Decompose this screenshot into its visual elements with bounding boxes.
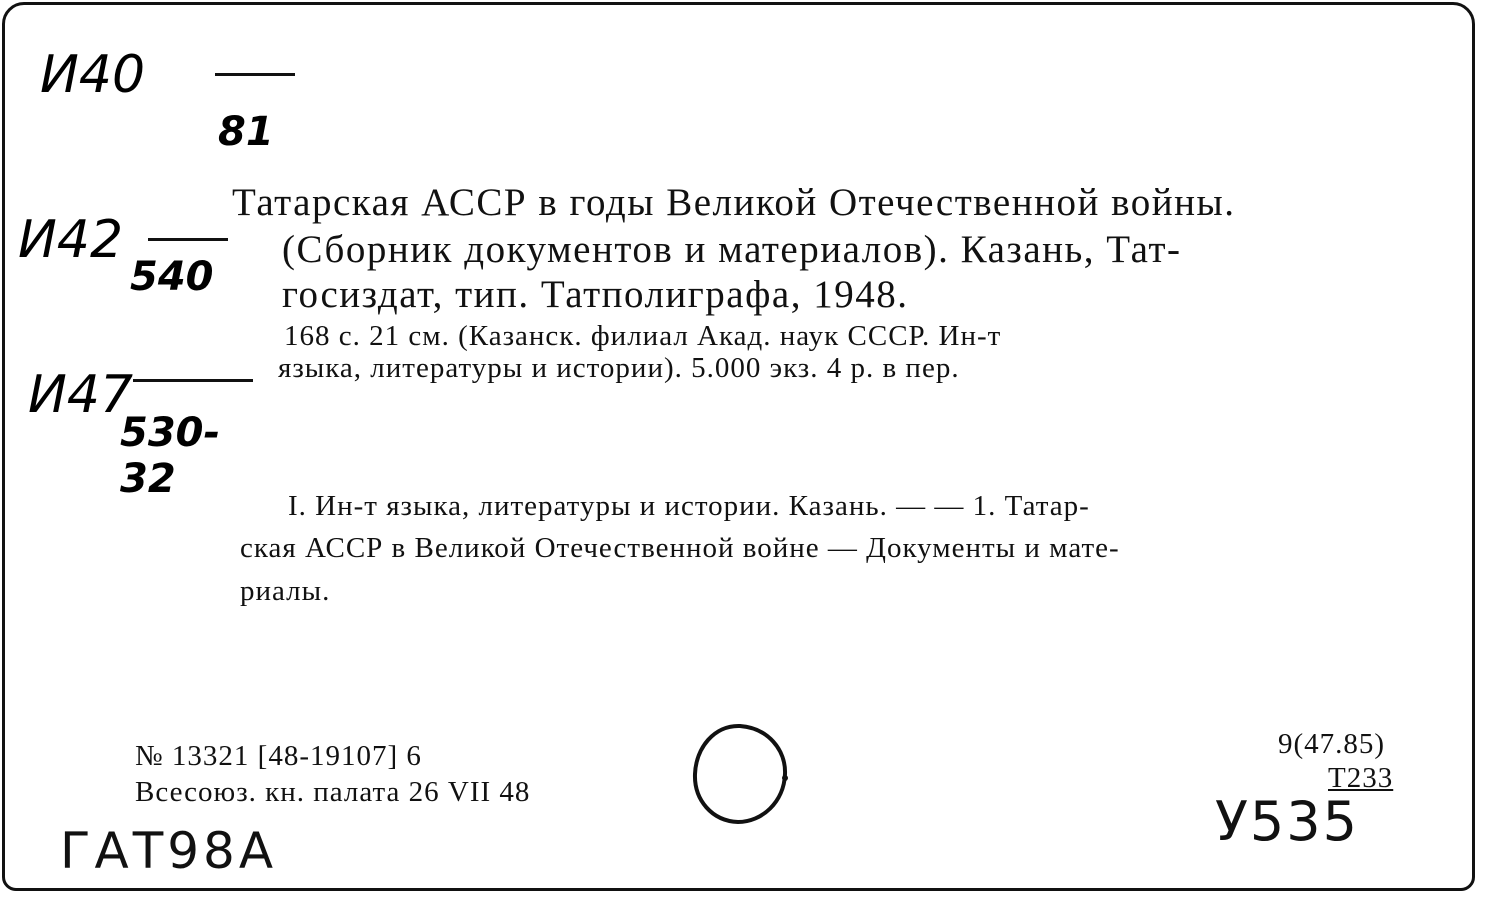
title-line-1: Татарская АССР в годы Великой Отечественной войны. bbox=[232, 181, 1236, 224]
fraction-bar bbox=[148, 238, 228, 241]
classification-code: 9(47.85) bbox=[1278, 728, 1386, 760]
handwritten-bottom: ГАТ98А bbox=[60, 822, 278, 880]
shelf-mark-sub: 530-32 bbox=[120, 410, 221, 502]
subject-line-1: I. Ин-т языка, литературы и истории. Казань. — — 1. Татар- bbox=[288, 490, 1090, 522]
shelf-mark-code: И42 bbox=[18, 210, 124, 270]
registry-number: № 13321 [48-19107] 6 bbox=[135, 740, 422, 772]
fraction-bar bbox=[215, 73, 295, 76]
title-line-3: госиздат, тип. Татполиграфа, 1948. bbox=[282, 273, 909, 316]
shelf-mark-sub: 81 bbox=[218, 109, 274, 155]
registry-chamber: Всесоюз. кн. палата 26 VII 48 bbox=[135, 776, 531, 808]
shelf-mark-code: И40 bbox=[40, 45, 146, 105]
shelf-mark-sub: 540 bbox=[130, 254, 214, 300]
handwritten-number: У535 bbox=[1215, 790, 1359, 853]
details-line-1: 168 с. 21 см. (Казанск. филиал Акад. наук СССР. Ин-т bbox=[284, 320, 1002, 352]
fraction-bar bbox=[133, 379, 253, 382]
author-mark: Т233 bbox=[1328, 762, 1394, 794]
shelf-mark-code: И47 bbox=[28, 365, 134, 425]
details-line-2: языка, литературы и истории). 5.000 экз. 4 р. в пер. bbox=[278, 352, 960, 384]
stamp-circle-icon bbox=[690, 722, 790, 827]
title-line-2: (Сборник документов и материалов). Казань, Тат- bbox=[282, 228, 1182, 271]
subject-line-3: риалы. bbox=[240, 575, 331, 607]
subject-line-2: ская АССР в Великой Отечественной войне — Документы и мате- bbox=[240, 532, 1120, 564]
